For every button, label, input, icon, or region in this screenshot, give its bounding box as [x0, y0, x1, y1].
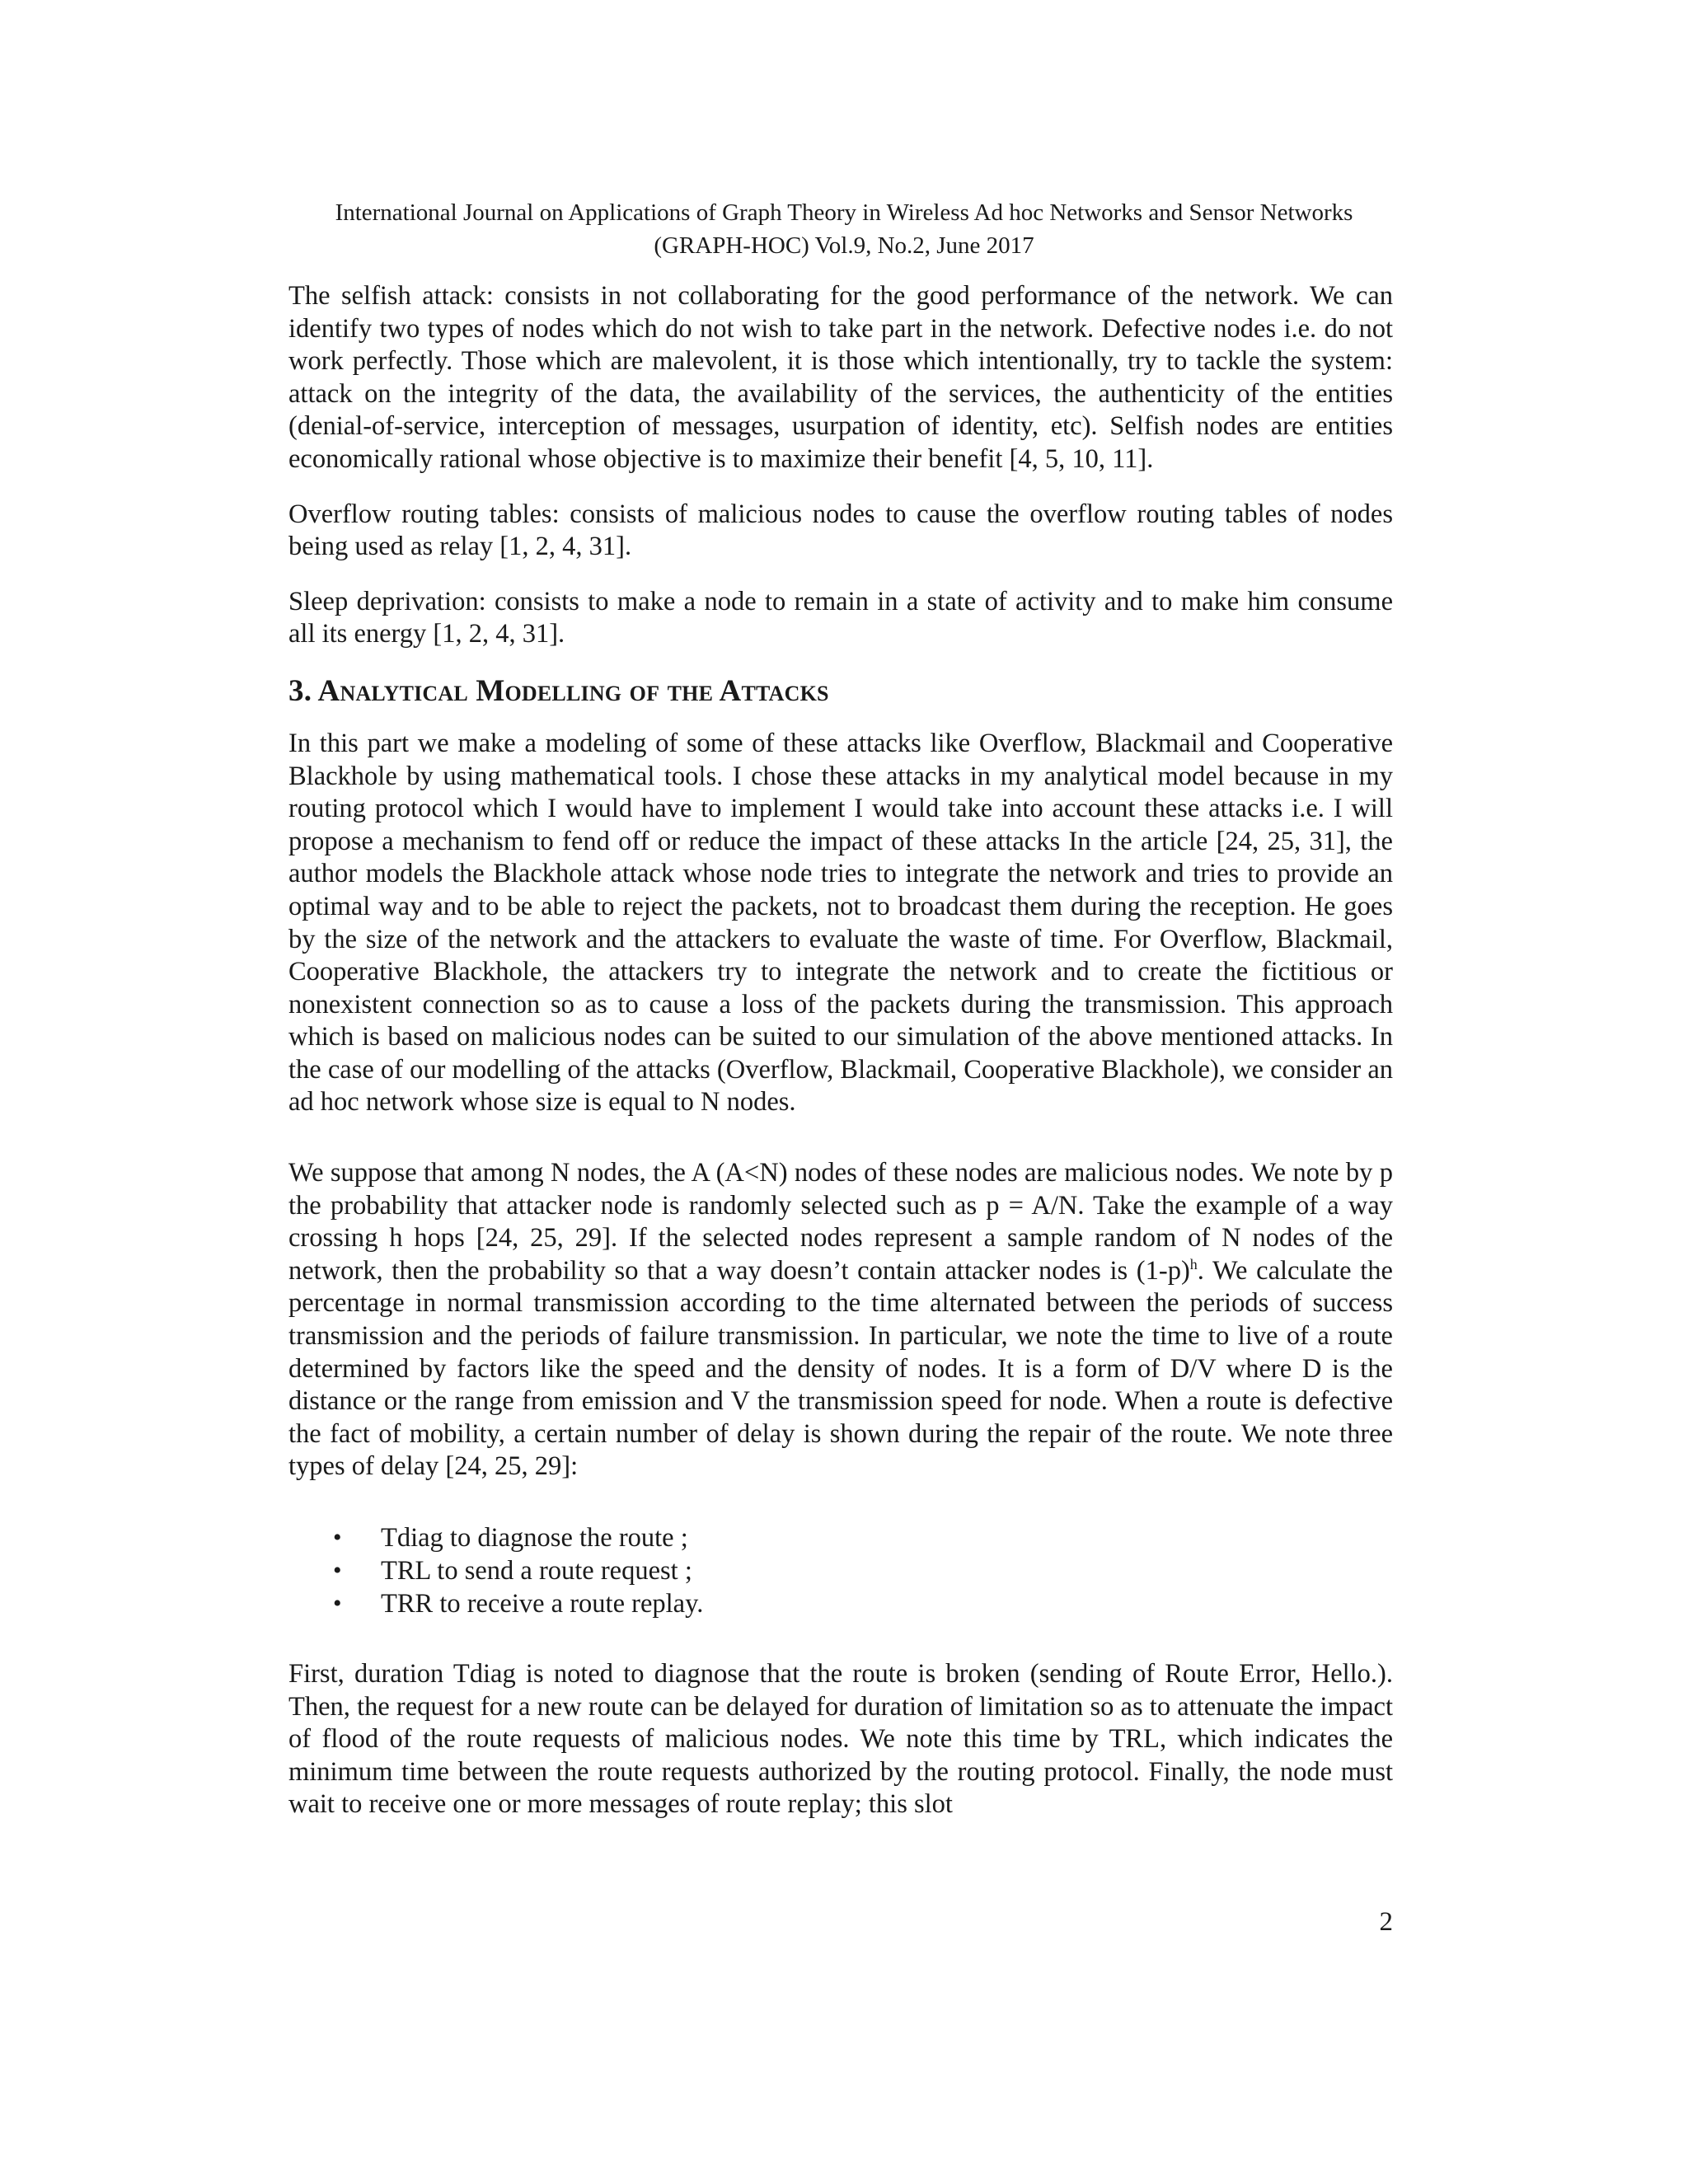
paragraph-analytical-modeling: In this part we make a modeling of some of these attacks like Overflow, Blackmail and Cooperative Blackhole by using mathematical tools. I chose these attacks in my analytical model because in my routing protocol which I would have to implement I would take into account these attacks i.e. I will propose a mechanism to fend off or reduce the impact of these attacks In the article [24, 25, 31], the author models the Blackhole attack whose node tries to integrate the network and tries to provide an optimal way and to be able to reject the packets, not to broadcast them during the reception. He goes by the size of the network and the attackers to evaluate the waste of time. For Overflow, Blackmail, Cooperative Blackhole, the attackers try to integrate the network and to create the fictitious or nonexistent connection so as to cause a loss of the packets during the transmission. This approach which is based on malicious nodes can be suited to our simulation of the above mentioned attacks. In the case of our modelling of the attacks (Overflow, Blackmail, Cooperative Blackhole), we consider an ad hoc network whose size is equal to N nodes.	[288, 728, 1393, 1118]
list-item-text: TRR to receive a route replay.	[381, 1589, 704, 1619]
list-item	[288, 1521, 1393, 1554]
paragraph-selfish-attack: The selfish attack: consists in not collaborating for the good performance of the network. We can identify two types of nodes which do not wish to take part in the network. Defective nodes i.e. do not work perfectly. Those which are malevolent, it is those which intentionally, try to tackle the system: attack on the integrity of the data, the availability of the services, the authenticity of the entities (denial-of-service, interception of messages, usurpation of identity, etc). Selfish nodes are entities economically rational whose objective is to maximize their benefit [4, 5, 10, 11].	[288, 281, 1393, 474]
probability-text-part2: . We calculate the percentage in normal transmission according to the time alternated between the periods of success transmission and the periods of failure transmission. In particular, we note the time to live of a route determined by factors like the speed and the density of nodes. It is a form of D/V where D is the distance or the range from emission and V the transmission speed for node. When a route is defective the fact of mobility, a certain number of delay is shown during the repair of the route. We note three types of delay [24, 25, 29]:	[288, 1255, 1393, 1482]
bullet-icon: •	[333, 1524, 342, 1551]
running-header	[272, 196, 1416, 262]
journal-volume: (GRAPH-HOC) Vol.9, No.2, June 2017	[654, 232, 1034, 259]
paragraph-delays: First, duration Tdiag is noted to diagnose that the route is broken (sending of Route Error, Hello.). Then, the request for a new route can be delayed for duration of limitation so as to attenuate the impact of flood of the route requests of malicious nodes. We note this time by TRL, which indicates the minimum time between the route requests authorized by the routing protocol. Finally, the node must wait to receive one or more messages of route replay; this slot	[288, 1659, 1393, 1820]
delay-types-list	[288, 1521, 1393, 1620]
paragraph-sleep-deprivation: Sleep deprivation: consists to make a node to remain in a state of activity and to make him consume all its energy [1, 2, 4, 31].	[288, 586, 1393, 649]
page-number: 2	[1379, 1907, 1393, 1937]
journal-title: International Journal on Applications of Graph Theory in Wireless Ad hoc Networks and Sensor Networks	[335, 199, 1353, 226]
paragraph-probability-model	[288, 1157, 1393, 1483]
bullet-icon: •	[333, 1590, 342, 1617]
list-item-text: TRL to send a route request ;	[381, 1556, 692, 1586]
exponent-h: h	[1189, 1256, 1198, 1273]
section-heading: 3. Analytical Modelling of the Attacks	[288, 673, 829, 708]
list-item-text: Tdiag to diagnose the route ;	[381, 1523, 688, 1553]
list-item	[288, 1587, 1393, 1620]
probability-text-part1: We suppose that among N nodes, the A (A<N) nodes of these nodes are malicious nodes. We note by p the probability that attacker node is randomly selected such as p = A/N. Take the example of a way crossing h hops [24, 25, 29]. If the selected nodes represent a sample random of N nodes of the network, then the probability so that a way doesn’t contain attacker nodes is (1-p)	[288, 1158, 1393, 1286]
bullet-icon: •	[333, 1557, 342, 1584]
list-item	[288, 1554, 1393, 1587]
body-content	[288, 280, 1393, 1821]
paragraph-overflow-routing: Overflow routing tables: consists of malicious nodes to cause the overflow routing tables of nodes being used as relay [1, 2, 4, 31].	[288, 499, 1393, 562]
